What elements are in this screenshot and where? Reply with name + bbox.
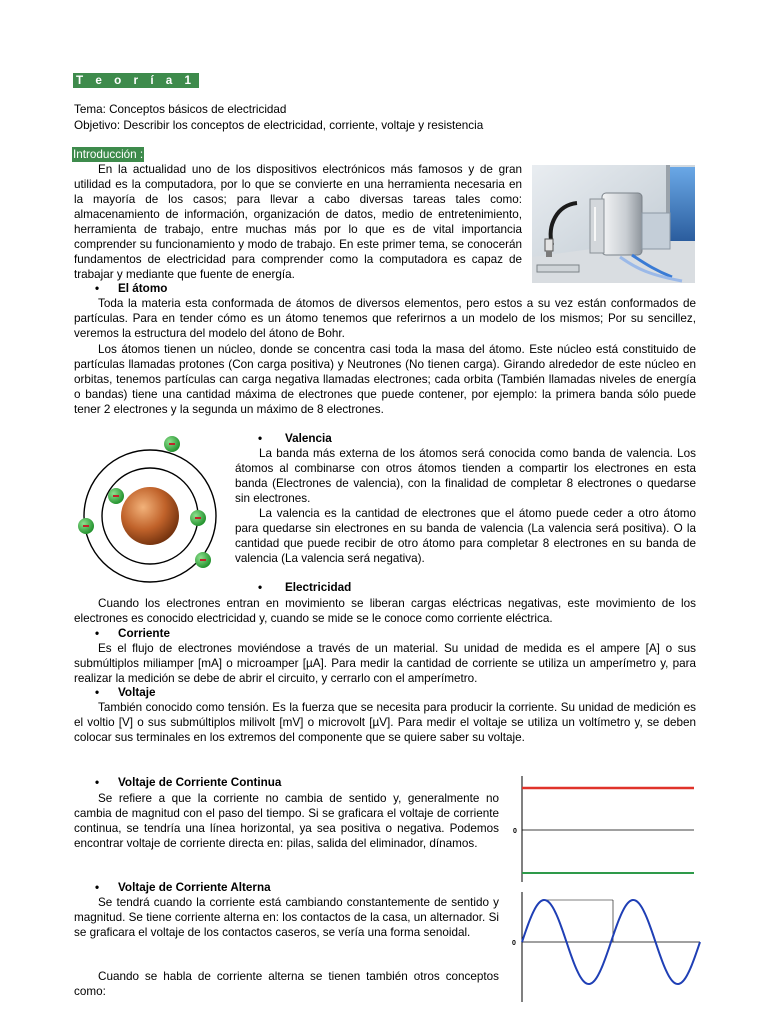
voltaje-heading: Voltaje	[118, 686, 156, 699]
vca-heading: Voltaje de Corriente Alterna	[118, 881, 271, 894]
bullet-valencia: • Valencia	[258, 432, 332, 445]
bohr-atom-diagram	[72, 436, 224, 584]
valencia-paragraph-1: La banda más externa de los átomos será conocida como banda de valencia. Los átomos al combinarse con otros átomos tienden a compartir los electrones en esta banda (Electrones de valencia), con la finalidad de completar 8 electrones o quedarse sin electrones.	[235, 447, 696, 505]
bullet-vcc: • Voltaje de Corriente Continua	[95, 776, 282, 789]
electron	[190, 510, 206, 526]
vca-paragraph-2: Cuando se habla de corriente alterna se tienen también otros conceptos como:	[74, 970, 499, 998]
ac-zero-label: 0	[512, 940, 516, 947]
electron	[108, 488, 124, 504]
electricidad-paragraph: Cuando los electrones entran en movimiento se liberan cargas eléctricas negativas, este movimiento de los electrones es conocido electricidad y, cuando se mide se le conoce como corriente eléctrica.	[74, 597, 696, 625]
vcc-paragraph: Se refiere a que la corriente no cambia de sentido y, generalmente no cambia de magnitud con el paso del tiempo. Si se graficara el voltaje de corriente continua, se tendría una línea horizontal, ya sea positiva o negativa. Podemos encontrar voltaje de corriente directa en: pilas, salida del eliminador, dínamos.	[74, 792, 499, 850]
tema-line: Tema: Conceptos básicos de electricidad	[74, 103, 287, 116]
voltaje-paragraph: También conocido como tensión. Es la fuerza que se necesita para producir la corriente. Su unidad de medición es el voltio [V] o sus submúltiplos milivolt [mV] o microvolt [µV]. Para medir el voltaje se utiliza un voltímetro y, se deben colocar sus terminales en los extremos del componente que se quiere saber su voltaje.	[74, 701, 696, 744]
bullet-corriente: • Corriente	[95, 627, 170, 640]
bullet-el-atomo: • El átomo	[95, 282, 168, 295]
dc-voltage-graph	[508, 774, 698, 884]
computer-photo	[532, 165, 695, 283]
intro-paragraph: En la actualidad uno de los dispositivos electrónicos más famosos y de gran utilidad es la computadora, por lo que se convierte en una herramienta necesaria en la mayoría de los casos; para llevar a cabo diversas tareas tales como: almacenamiento de información, organización de datos, medio de entretenimiento, herramienta de trabajo, entre muchas más por lo que es de vital importancia comprender su funcionamiento y modo de trabajo. En este primer tema, se conocerán fundamentos de electricidad para comprender como la computadora es capaz de trabajar y mediante que fuente de energía.	[74, 163, 522, 281]
electron	[78, 518, 94, 534]
section-badge: T e o r í a 1	[73, 73, 199, 88]
atomo-paragraph-1: Toda la materia esta conformada de átomos de diversos elementos, pero estos a su vez están conformados de partículas. Para en tender cómo es un átomo tenemos que referirnos a un modelo de los mismos; Por su sencillez, veremos la estructura del modelo del átono de Bohr.	[74, 297, 696, 340]
intro-label: Introducción :	[73, 148, 144, 161]
objetivo-line: Objetivo: Describir los conceptos de electricidad, corriente, voltaje y resistencia	[74, 119, 484, 132]
atomo-paragraph-2: Los átomos tienen un núcleo, donde se concentra casi toda la masa del átomo. Este núcleo está constituido de partículas llamadas protones (Con carga positiva) y Neutrones (No tienen carga). Girando alrededor de este núcleo en orbitas, tenemos partículas can carga negativa llamadas electrones; cada orbita (También llamadas niveles de energía o bandas) tiene una cantidad máxima de electrones que puede contener, por ejemplo: la primera banda sólo puede tener 2 electrones y la segunda un máximo de 8 electrones.	[74, 343, 696, 416]
bullet-vca: • Voltaje de Corriente Alterna	[95, 881, 271, 894]
electron	[164, 436, 180, 452]
corriente-heading: Corriente	[118, 627, 170, 640]
electricidad-heading: Electricidad	[285, 581, 352, 594]
bullet-electricidad: • Electricidad	[258, 581, 352, 594]
electron	[195, 552, 211, 568]
corriente-paragraph: Es el flujo de electrones moviéndose a través de un material. Su unidad de medida es el ampere [A] o sus submúltiplos miliamper [mA] o microamper [µA]. Para medir la cantidad de corriente se utiliza un amperímetro y, para realizar la medición se debe de abrir el circuito, y cerrarlo con el amperímetro.	[74, 642, 696, 685]
vca-paragraph-1: Se tendrá cuando la corriente está cambiando constantemente de sentido y magnitud. Se tiene corriente alterna en: los contactos de la casa, un alternador. Si se graficara el voltaje de los contactos caseros, se vería una forma senoidal.	[74, 896, 499, 939]
dc-zero-label: 0	[513, 828, 517, 835]
valencia-heading: Valencia	[285, 432, 332, 445]
el-atomo-heading: El átomo	[118, 282, 168, 295]
vcc-heading: Voltaje de Corriente Continua	[118, 776, 282, 789]
valencia-paragraph-2: La valencia es la cantidad de electrones que el átomo puede ceder a otro átomo para quedarse sin electrones en su banda de valencia (La valencia será positiva). O la cantidad que puede recibir de otro átomo para completar 8 electrones en su banda de valencia (La valencia será negativa).	[235, 507, 696, 565]
ac-sine-graph	[508, 890, 702, 1004]
bullet-voltaje: • Voltaje	[95, 686, 156, 699]
